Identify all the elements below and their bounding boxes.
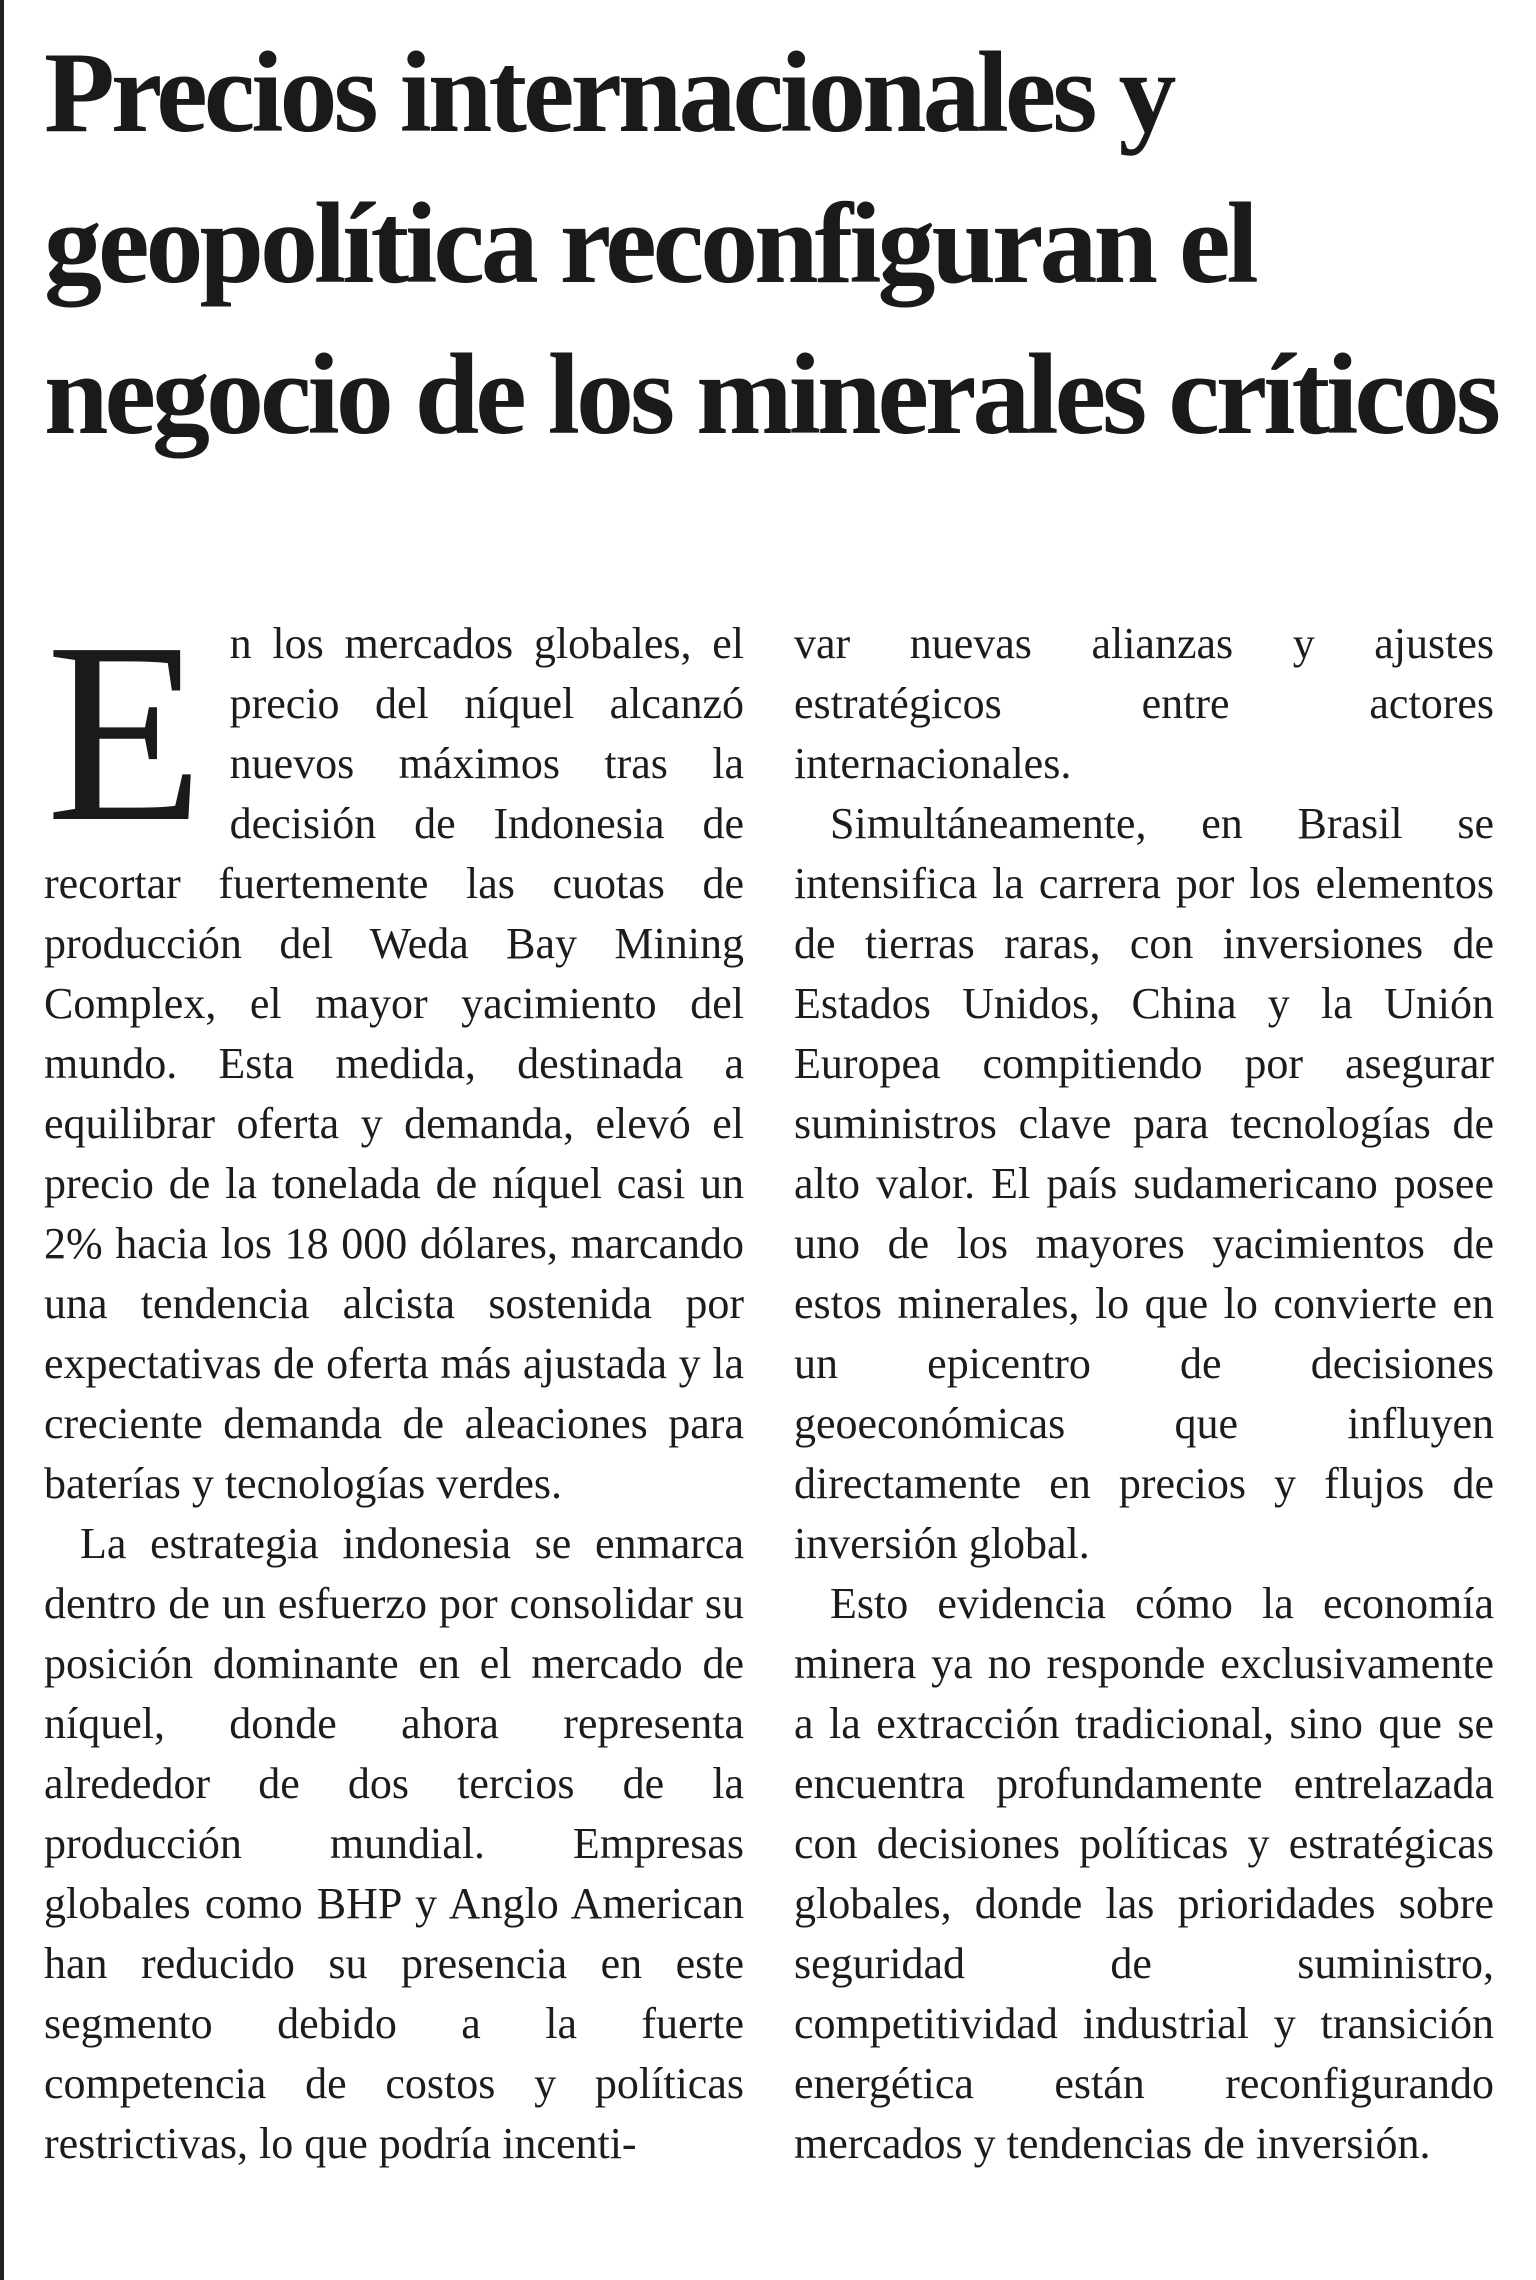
- paragraph: Esto evidencia cómo la economía minera ya no responde exclusivamente a la extracción tradicional, sino que se encuentra profundamente entrelazada con decisiones políticas y estratégicas globales, donde las prioridades sobre seguridad de suministro, competitividad industrial y transición energética están reconfigurando mercados y tendencias de inversión.: [794, 1579, 1494, 2168]
- paragraph: La estrategia indonesia se enmarca dentro de un esfuerzo por consolidar su posición dominante en el mercado de níquel, donde ahora representa alrededor de dos tercios de la producción mundial. Empresas globales como BHP y Anglo American han reducido su presencia en este segmento debido a la fuerte competencia de costos y políticas restrictivas, lo que podría incenti-: [44, 1519, 744, 2168]
- headline-line-2: geopolítica reconfiguran el: [44, 180, 1255, 308]
- paragraph: [44, 589, 744, 1514]
- paragraph: var nuevas alianzas y ajustes estratégicos entre actores internacionales.: [794, 619, 1494, 788]
- column-right: [794, 614, 1494, 2174]
- paragraph-text: n los mercados globales, el precio del níquel alcanzó nuevos máximos tras la decisión de Indonesia de recortar fuertemente las cuotas de producción del Weda Bay Mining Complex, el mayor yacimiento del mundo. Esta medida, destinada a equilibrar oferta y demanda, elevó el precio de la tonelada de níquel casi un 2% hacia los 18 000 dólares, marcando una tendencia alcista sostenida por expectativas de oferta más ajustada y la creciente demanda de aleaciones para baterías y tecnologías verdes.: [44, 619, 744, 1508]
- headline-line-3: negocio de los minerales críticos: [44, 331, 1497, 459]
- drop-cap: E: [46, 589, 204, 875]
- headline-line-1: Precios internacionales y: [44, 29, 1173, 157]
- article-body: [44, 589, 1494, 2174]
- paragraph: Simultáneamente, en Brasil se intensifica la carrera por los elementos de tierras raras, con inversiones de Estados Unidos, China y la Unión Europea compitiendo por asegurar suministros clave para tecnologías de alto valor. El país sudamericano posee uno de los mayores yacimientos de estos minerales, lo que lo convierte en un epicentro de decisiones geoeconómicas que influyen directamente en precios y flujos de inversión global.: [794, 799, 1494, 1568]
- headline: [44, 18, 1514, 471]
- column-rule: [0, 0, 4, 2280]
- column-left: [44, 589, 744, 2174]
